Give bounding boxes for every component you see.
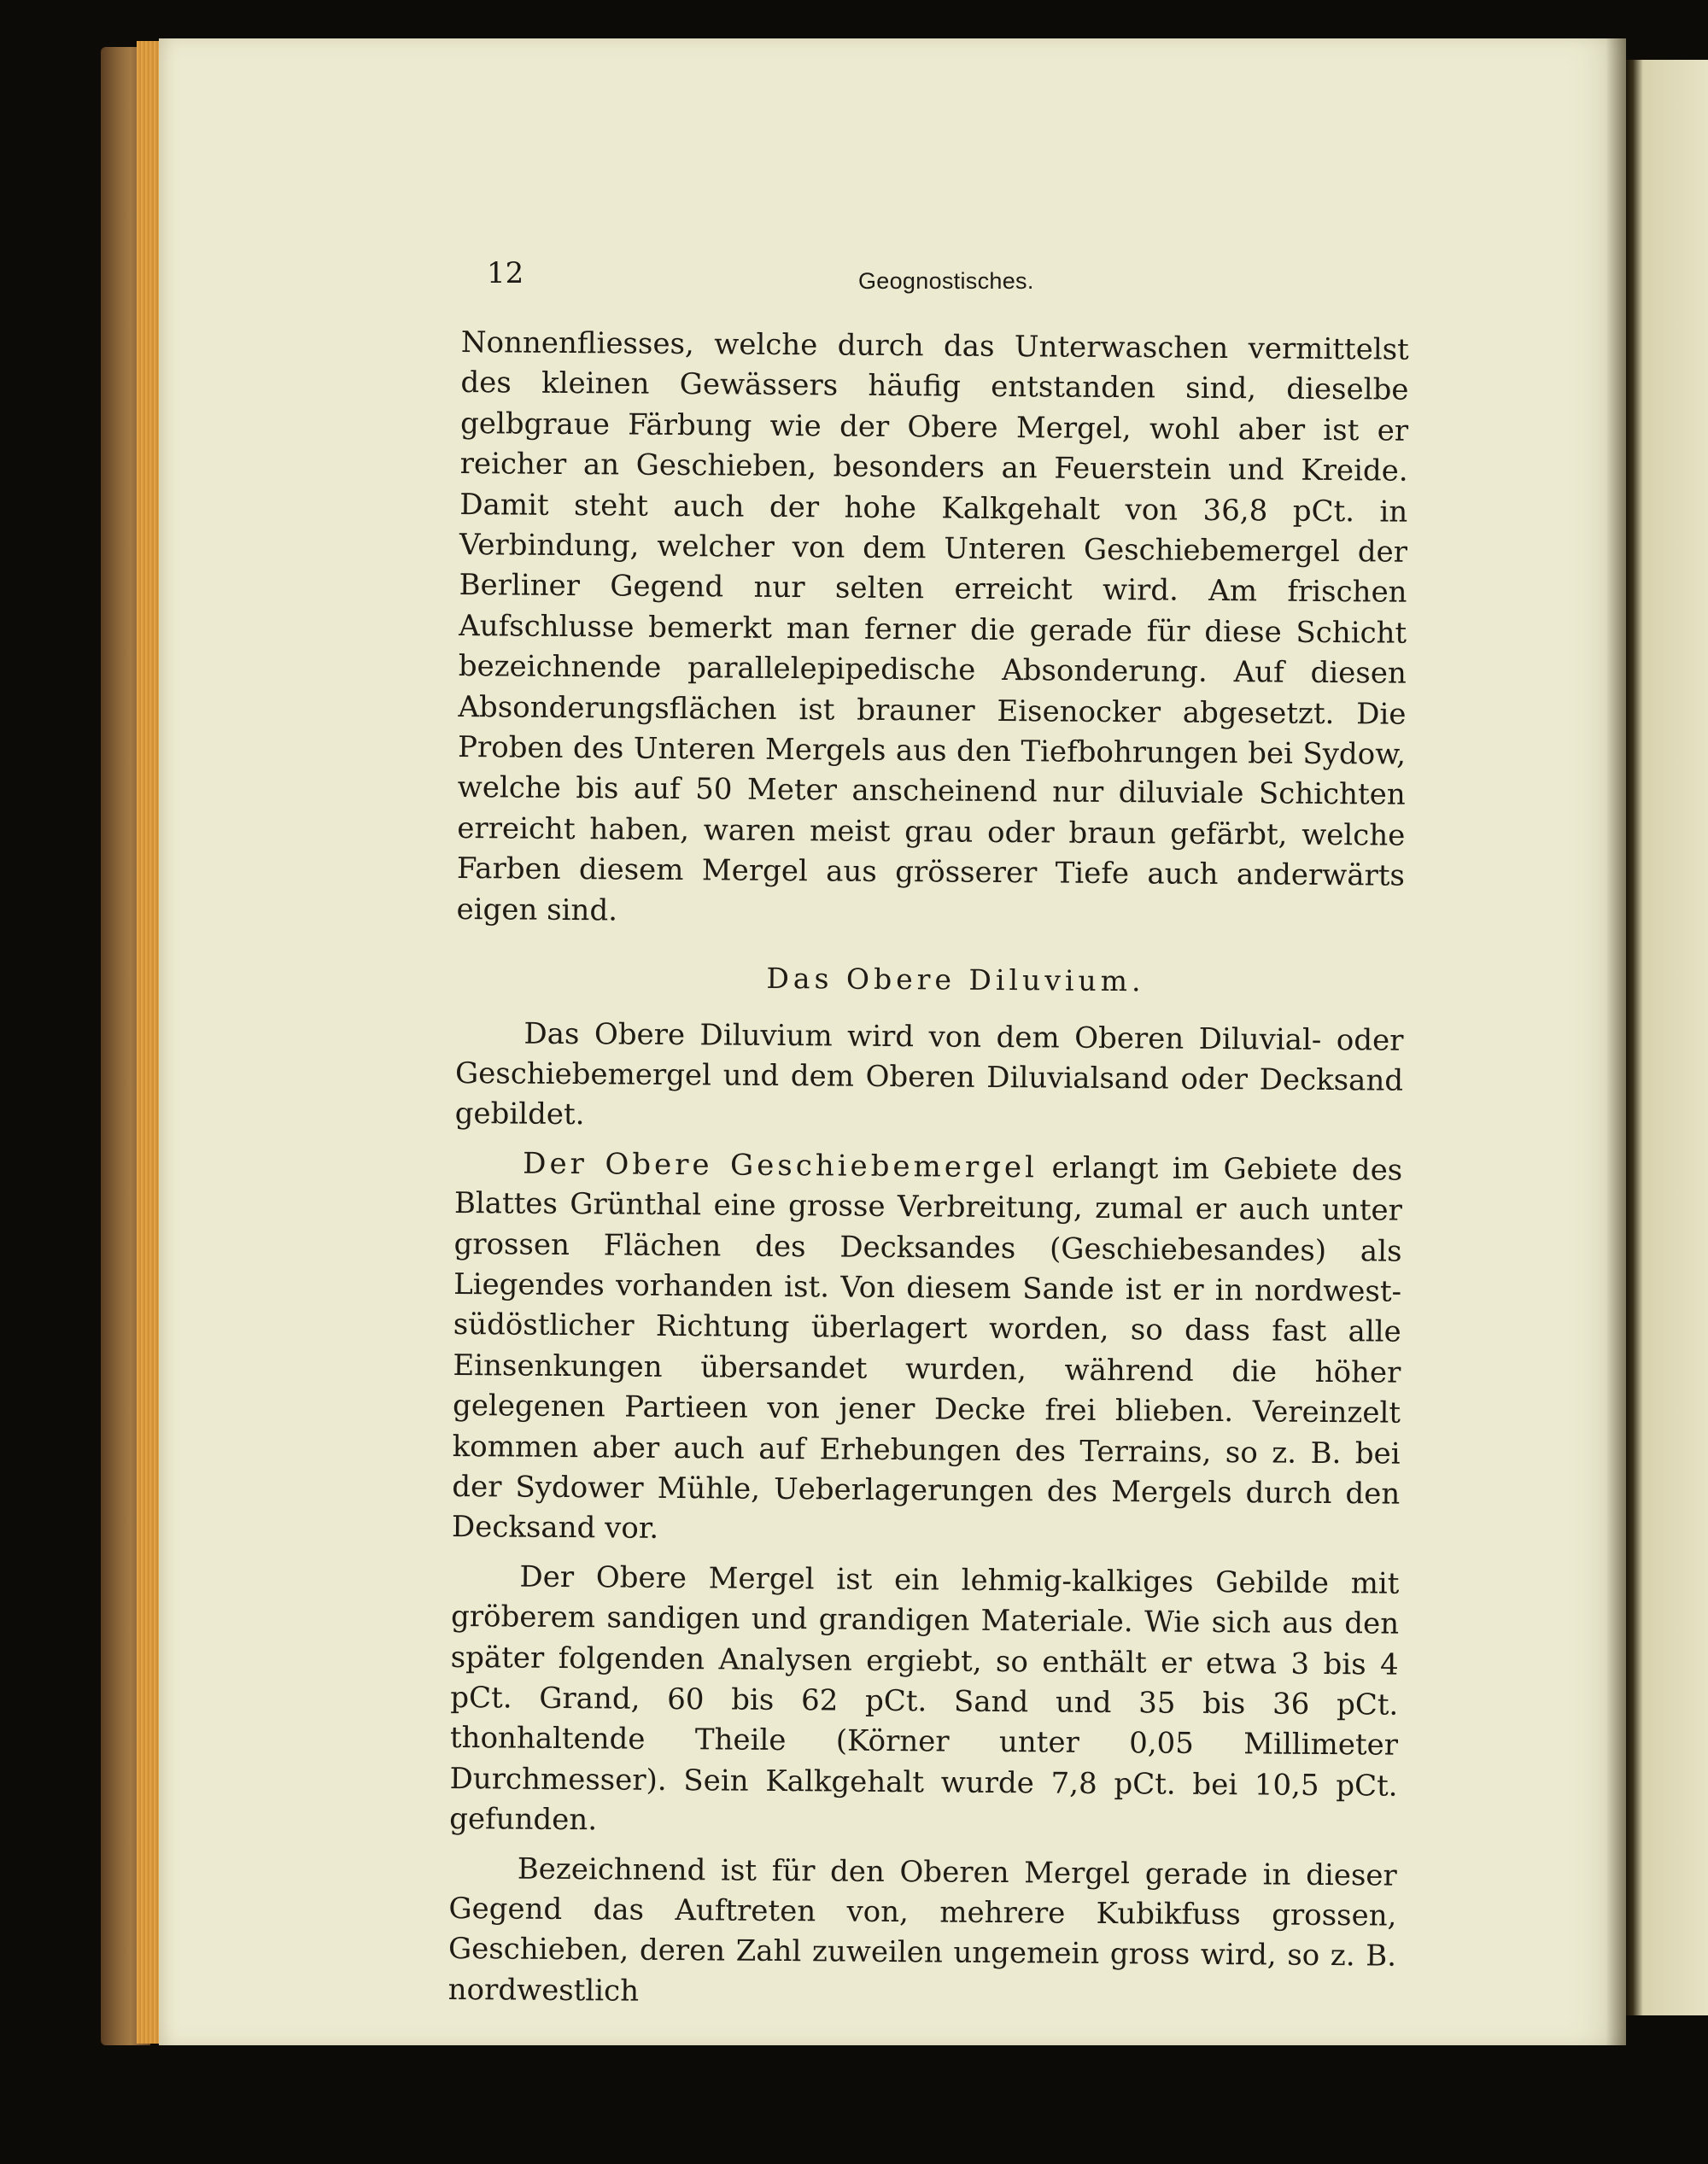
paragraph: Der Obere Mergel ist ein lehmig-kalkiges Gebilde mit gröberem sandigen und grandigen Materiale. Wie sich aus den später folgenden Analysen ergiebt, so enthält er etwa 3 bis 4 pCt. Grand, 60 bis 62 pCt. Sand und 35 bis 36 pCt. thonhaltende Theile (Körner unter 0,05 Millimeter Durchmesser). Sein Kalkgehalt wurde 7,8 pCt. bei 10,5 pCt. gefunden.: [449, 1559, 1400, 1838]
section-heading: Das Obere Diluvium.: [766, 961, 1145, 998]
paragraph-continuation: Nonnenfliesses, welche durch das Unterwaschen vermittelst des kleinen Gewässers häufig entstanden sind, dieselbe gelbgraue Färbung wie der Obere Mergel, wohl aber ist er reicher an Geschieben, besonders an Feuerstein und Kreide. Damit steht auch der hohe Kalkgehalt von 36,8 pCt. in Verbindung, welcher von dem Unteren Geschiebemergel der Berliner Gegend nur selten erreicht wird. Am frischen Aufschlusse bemerkt man ferner die gerade für diese Schicht bezeichnende parallelepipedische Absonderung. Auf diesen Absonderungsflächen ist brauner Eisenocker abgesetzt. Die Proben des Unteren Mergels aus den Tiefbohrungen bei Sydow, welche bis auf 50 Meter anscheinend nur diluviale Schichten erreicht haben, waren meist grau oder braun gefärbt, welche Farben diesem Mergel aus grösserer Tiefe auch anderwärts eigen sind.: [456, 325, 1409, 928]
paragraph: Bezeichnend ist für den Oberen Mergel gerade in dieser Gegend das Auftreten von, mehrere Kubikfuss grossen, Geschieben, deren Zahl zuweilen ungemein gross wird, so z. B. nordwestlich: [447, 1851, 1397, 2009]
body-text: [447, 323, 1408, 2018]
running-title: Geognostisches.: [858, 268, 1034, 294]
paragraph: [452, 1143, 1403, 1556]
page-header: [487, 256, 1042, 307]
paragraph-text: erlangt im Gebiete des Blattes Grünthal eine grosse Verbreitung, zumal er auch unter grossen Flächen des Decksandes (Geschiebesandes) als Liegendes vorhanden ist. Von diesem Sande ist er in nordwest-südöstlicher Richtung überlagert worden, so dass fast alle Einsenkungen übersandet wurden, während die höher gelegenen Partieen von jener Decke frei blieben. Vereinzelt kommen aber auch auf Erhebungen des Terrains, so z. B. bei der Sydower Mühle, Ueberlagerungen des Mergels durch den Decksand vor.: [451, 1150, 1403, 1547]
spaced-lead-term: Der Obere Geschiebemergel: [523, 1146, 1038, 1185]
page-number: 12: [487, 256, 524, 290]
facing-page-edge: [1626, 60, 1708, 2015]
paragraph: Das Obere Diluvium wird von dem Oberen Diluvial- oder Geschiebemergel und dem Oberen Diluvialsand oder Decksand gebildet.: [454, 1016, 1404, 1132]
binding-shadow: [1606, 38, 1626, 2045]
